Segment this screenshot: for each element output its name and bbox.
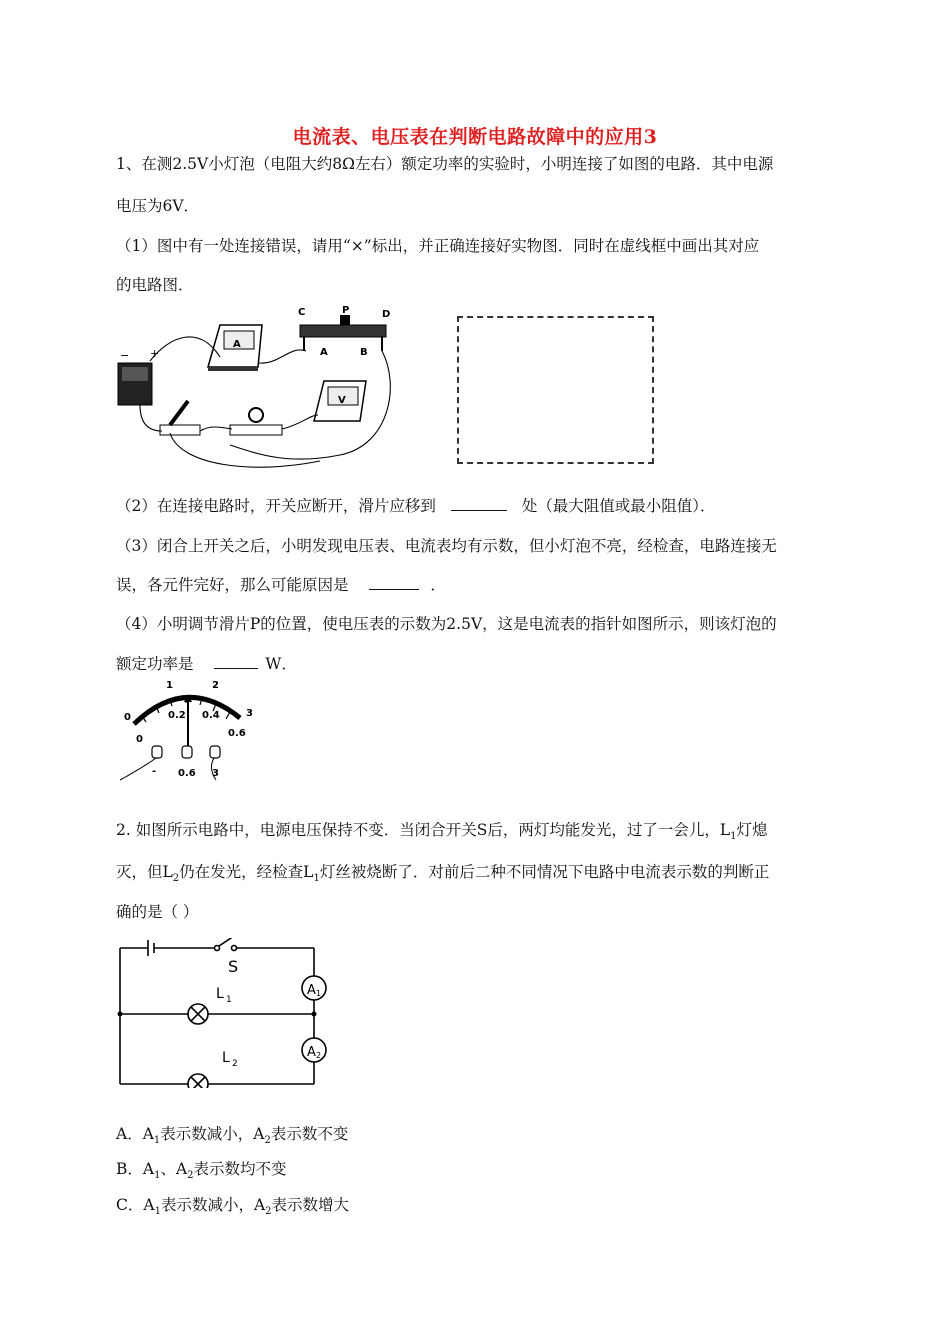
rheostat-d-label: D — [382, 309, 391, 320]
dial-terminal-3: 3 — [212, 768, 219, 779]
dial-bottom-0: 0 — [136, 734, 143, 745]
switch-label: S — [228, 957, 239, 976]
q1-stem-line1: 1、在测2.5V小灯泡（电阻大约8Ω左右）额定功率的实验时，小明连接了如图的电路．其中电源 — [116, 155, 774, 173]
option-sub: 1 — [153, 1135, 161, 1147]
circuit-schematic — [112, 938, 332, 1088]
rheostat-c-label: C — [298, 307, 306, 318]
option-text: 、A — [160, 1160, 188, 1178]
voltmeter-icon — [314, 381, 366, 421]
dial-bottom-0.6: 0.6 — [228, 728, 246, 739]
lamp2-sub: 2 — [232, 1059, 238, 1069]
page-title: 电流表、电压表在判断电路故障中的应用3 — [292, 126, 658, 148]
dial-top-1: 1 — [166, 680, 173, 691]
dial-bottom-0.2: 0.2 — [168, 710, 186, 721]
q1-part2 — [116, 494, 716, 516]
dial-top-3: 3 — [246, 708, 253, 719]
lamp1-label: L — [216, 986, 224, 1002]
q2-stem-line1 — [116, 818, 768, 842]
option-text: A．A — [116, 1125, 154, 1143]
q2-stem-line3: 确的是（ ） — [116, 903, 199, 921]
lamp-icon — [230, 408, 282, 435]
rheostat-b-label: B — [360, 347, 368, 358]
rheostat-icon — [298, 305, 390, 358]
dial-terminal-minus: - — [152, 766, 157, 777]
option-text: 表示数增大 — [271, 1196, 350, 1214]
q1-part1-line2: 的电路图． — [116, 276, 194, 294]
q1-part3-line2 — [116, 573, 446, 595]
q2-stem-line1-end: 灯熄 — [736, 821, 768, 839]
q1-part4-line1: （4）小明调节滑片P的位置，使电压表的示数为2.5V，这是电流表的指针如图所示，则该灯泡的 — [116, 615, 777, 633]
option-text: 表示数减小，A — [160, 1125, 265, 1143]
ammeter2-sub: 2 — [316, 1051, 322, 1060]
lamp2-label: L — [222, 1050, 230, 1066]
q1-part2-text: （2）在连接电路时，开关应断开，滑片应移到 — [116, 497, 436, 515]
q2-stem-line2 — [116, 860, 769, 884]
q2-stem-line2-c: 灯丝被烧断了．对前后二种不同情况下电路中电流表示数的判断正 — [319, 863, 770, 881]
option-sub: 2 — [265, 1206, 272, 1218]
circuit-diagram-answer-box — [457, 316, 654, 464]
switch-icon — [160, 401, 200, 435]
ammeter-dial-figure — [112, 672, 262, 784]
lamp1-sub: 1 — [226, 995, 232, 1005]
battery-plus-label: + — [150, 347, 160, 360]
q2-option-a[interactable] — [116, 1122, 348, 1146]
q1-part4-blank[interactable] — [214, 654, 258, 669]
dial-top-0: 0 — [124, 712, 131, 723]
ammeter2-label: A — [307, 1045, 316, 1060]
q1-part3-text: 误，各元件完好，那么可能原因是 — [116, 576, 349, 594]
q2-stem-line1-text: 2. 如图所示电路中，电源电压保持不变．当闭合开关S后，两灯均能发光，过了一会儿，L — [116, 821, 731, 839]
q1-part1-line1: （1）图中有一处连接错误，请用“×”标出，并正确连接好实物图．同时在虚线框中画出其对应 — [116, 237, 760, 255]
ammeter-letter: A — [233, 339, 241, 350]
dial-bottom-0.4: 0.4 — [202, 710, 220, 721]
q2-sub: 2 — [172, 873, 180, 885]
option-sub: 1 — [154, 1206, 161, 1218]
dial-terminal-0.6: 0.6 — [178, 768, 196, 779]
option-text: 表示数均不变 — [193, 1160, 287, 1178]
dial-top-2: 2 — [212, 680, 219, 691]
q2-stem-line2-a: 灭，但L — [116, 863, 173, 881]
q2-sub: 1 — [730, 831, 737, 843]
battery-minus-label: − — [120, 349, 130, 362]
q2-stem-line2-b: 仍在发光，经检查L — [179, 863, 314, 881]
battery-icon — [118, 347, 159, 405]
q2-option-b[interactable] — [116, 1157, 287, 1181]
q2-option-c[interactable] — [116, 1193, 349, 1217]
q1-stem-line2: 电压为6V． — [116, 197, 200, 215]
option-text: 表示数不变 — [270, 1125, 349, 1143]
q1-part3-line1: （3）闭合上开关之后，小明发现电压表、电流表均有示数，但小灯泡不亮，经检查，电路连接无 — [116, 537, 777, 555]
ammeter1-sub: 1 — [316, 989, 322, 998]
q1-part4-line2 — [116, 652, 297, 674]
q1-part4-text: 额定功率是 — [116, 655, 194, 673]
option-text: C．A — [116, 1196, 155, 1214]
q1-part3-text-end: ． — [430, 576, 446, 594]
option-sub: 2 — [187, 1170, 194, 1182]
physical-circuit-figure — [110, 305, 400, 475]
ammeter-icon — [208, 325, 262, 371]
option-text: 表示数减小，A — [160, 1196, 266, 1214]
rheostat-p-label: P — [342, 305, 350, 316]
option-text: B．A — [116, 1160, 155, 1178]
q1-part4-text-end: W． — [265, 655, 297, 673]
q2-sub: 1 — [313, 873, 320, 885]
rheostat-a-label: A — [320, 347, 328, 358]
option-sub: 2 — [264, 1135, 271, 1147]
ammeter1-label: A — [307, 983, 316, 998]
voltmeter-letter: V — [338, 395, 346, 406]
q1-part3-blank[interactable] — [369, 575, 419, 590]
q1-part2-blank[interactable] — [451, 496, 507, 511]
q1-part2-text-end: 处（最大阻值或最小阻值）． — [521, 497, 716, 515]
option-sub: 1 — [154, 1170, 161, 1182]
